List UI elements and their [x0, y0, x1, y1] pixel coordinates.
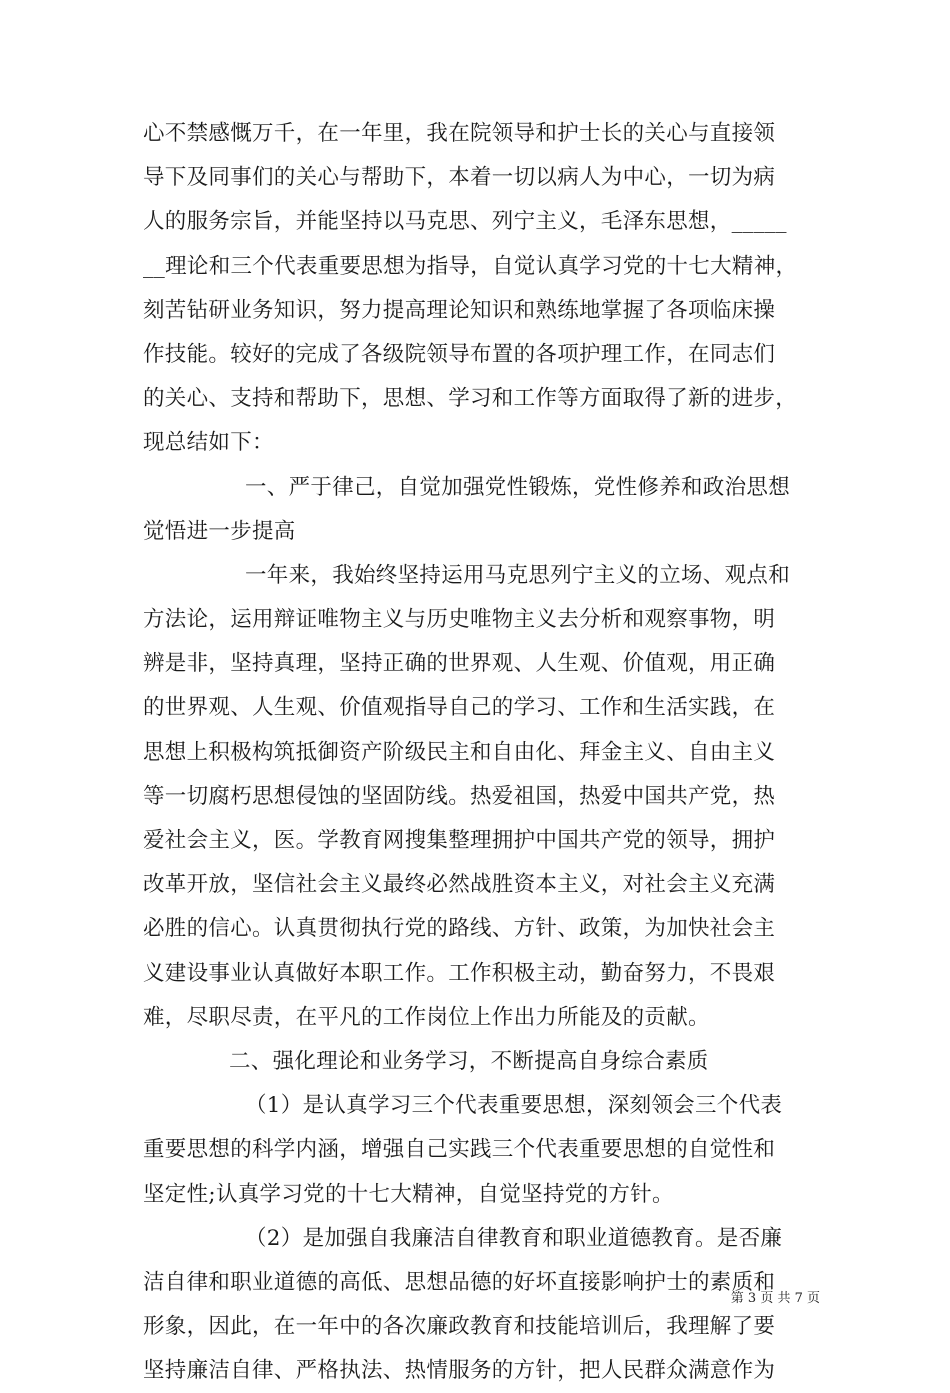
- text-line: 现总结如下：: [143, 430, 274, 456]
- text-line: 义建设事业认真做好本职工作。工作积极主动，勤奋努力，不畏艰: [143, 960, 776, 986]
- document-body: [143, 112, 823, 1393]
- text-line: 辨是非，坚持真理，坚持正确的世界观、人生观、价值观，用正确: [143, 651, 776, 677]
- text-line: 必胜的信心。认真贯彻执行党的路线、方针、政策，为加快社会主: [143, 916, 776, 942]
- text-line: 坚定性;认真学习党的十七大精神，自觉坚持党的方针。: [143, 1181, 674, 1207]
- text-line: 导下及同事们的关心与帮助下，本着一切以病人为中心，一切为病: [143, 165, 776, 191]
- text-line: 一年来，我始终坚持运用马克思列宁主义的立场、观点和: [245, 562, 791, 588]
- text-line: 坚持廉洁自律、严格执法、热情服务的方针，把人民群众满意作为: [143, 1358, 776, 1384]
- text-line: 洁自律和职业道德的高低、思想品德的好坏直接影响护士的素质和: [143, 1269, 776, 1295]
- text-line: 等一切腐朽思想侵蚀的坚固防线。热爱祖国，热爱中国共产党，热: [143, 783, 776, 809]
- text-line: __理论和三个代表重要思想为指导，自觉认真学习党的十七大精神，: [143, 253, 798, 279]
- text-line: 难，尽职尽责，在平凡的工作岗位上作出力所能及的贡献。: [143, 1004, 710, 1030]
- text-line: 作技能。较好的完成了各级院领导布置的各项护理工作，在同志们: [143, 341, 776, 367]
- text-line: 刻苦钻研业务知识，努力提高理论知识和熟练地掌握了各项临床操: [143, 297, 776, 323]
- text-line: 思想上积极构筑抵御资产阶级民主和自由化、拜金主义、自由主义: [143, 739, 776, 765]
- text-line: 人的服务宗旨，并能坚持以马克思、列宁主义，毛泽东思想，_____: [143, 209, 787, 235]
- text-line: 形象，因此，在一年中的各次廉政教育和技能培训后，我理解了要: [143, 1314, 776, 1340]
- text-line: 觉悟进一步提高: [143, 518, 296, 544]
- text-line: 的世界观、人生观、价值观指导自己的学习、工作和生活实践，在: [143, 695, 776, 721]
- text-line: 一、严于律己，自觉加强党性锻炼，党性修养和政治思想: [245, 474, 791, 500]
- text-line: 二、强化理论和业务学习，不断提高自身综合素质: [229, 1048, 709, 1074]
- text-line: 重要思想的科学内涵，增强自己实践三个代表重要思想的自觉性和: [143, 1137, 776, 1163]
- text-line: （1）是认真学习三个代表重要思想，深刻领会三个代表: [245, 1093, 783, 1119]
- text-line: 改革开放，坚信社会主义最终必然战胜资本主义，对社会主义充满: [143, 872, 776, 898]
- text-line: （2）是加强自我廉洁自律教育和职业道德教育。是否廉: [245, 1225, 783, 1251]
- text-line: 方法论，运用辩证唯物主义与历史唯物主义去分析和观察事物，明: [143, 607, 776, 633]
- text-line: 爱社会主义，医。学教育网搜集整理拥护中国共产党的领导，拥护: [143, 828, 776, 853]
- text-line: 的关心、支持和帮助下，思想、学习和工作等方面取得了新的进步，: [143, 386, 798, 412]
- text-line: 心不禁感慨万千，在一年里，我在院领导和护士长的关心与直接领: [143, 121, 776, 146]
- page-number-footer: 第 3 页 共 7 页: [730, 1291, 820, 1306]
